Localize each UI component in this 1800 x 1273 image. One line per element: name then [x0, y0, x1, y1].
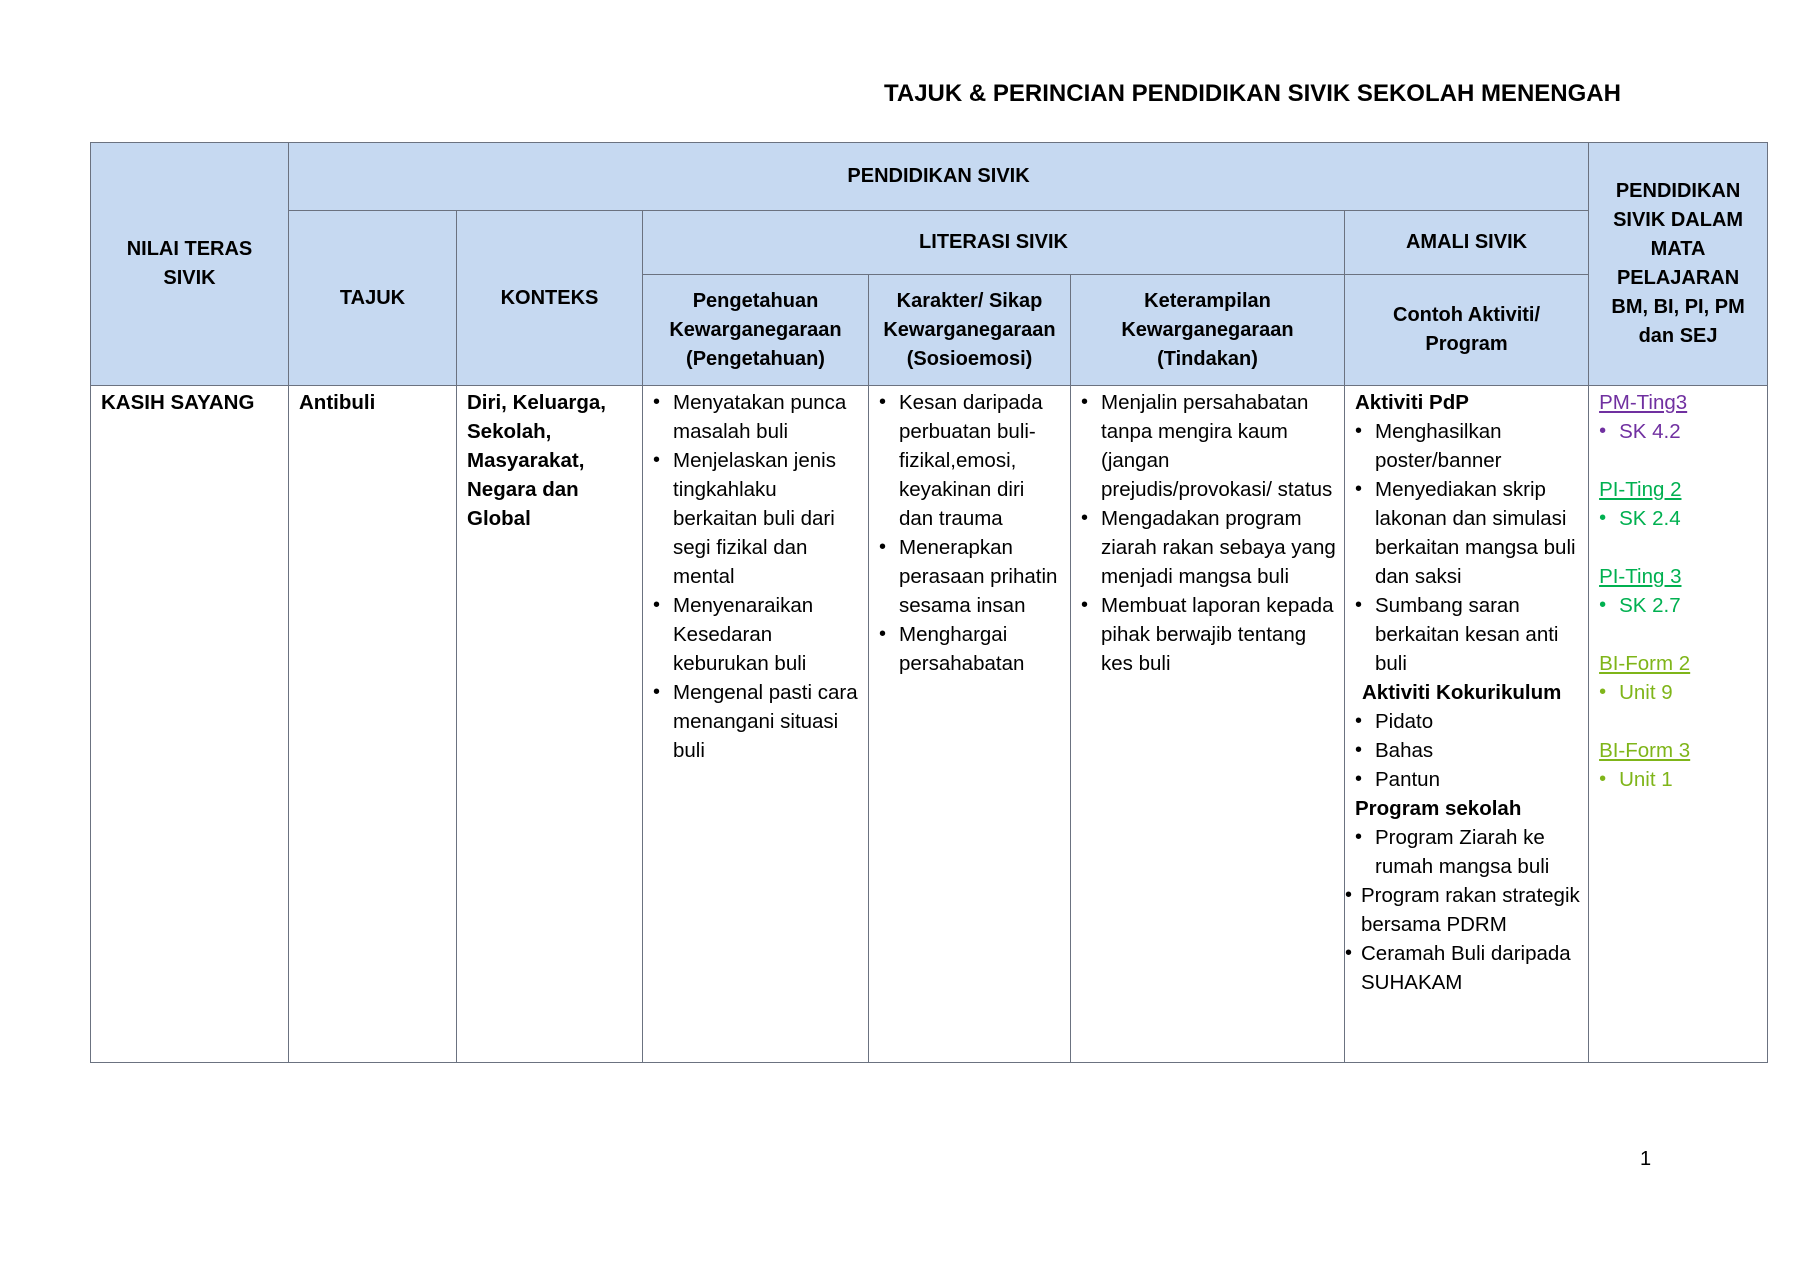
link-bi-form3[interactable]: BI-Form 3 — [1599, 739, 1691, 762]
list-item: • Unit 1 — [1599, 765, 1759, 794]
cell-nilai: KASIH SAYANG — [91, 386, 289, 1063]
list-item: • Menghargai persahabatan — [879, 620, 1062, 678]
list-item: • Menyatakan punca masalah buli — [653, 388, 860, 446]
list-item: • Sumbang saran berkaitan kesan anti buli — [1355, 591, 1584, 678]
list-item: • Unit 9 — [1599, 678, 1759, 707]
list-item: • Ceramah Buli daripada SUHAKAM — [1345, 939, 1584, 997]
list-item: • Mengenal pasti cara menangani situasi buli — [653, 678, 860, 765]
amali-sekolah-title: Program sekolah — [1355, 797, 1522, 820]
list-item: • Menyenaraikan Kesedaran keburukan buli — [653, 591, 860, 678]
page-number: 1 — [1640, 1148, 1652, 1170]
header-contoh-aktiviti: Contoh Aktiviti/ Program — [1345, 275, 1589, 386]
cell-konteks: Diri, Keluarga, Sekolah, Masyarakat, Negara dan Global — [457, 386, 643, 1063]
list-item: • Mengadakan program ziarah rakan sebaya yang menjadi mangsa buli — [1081, 504, 1336, 591]
list-item: • Menerapkan perasaan prihatin sesama insan — [879, 533, 1062, 620]
header-literasi-sivik: LITERASI SIVIK — [643, 211, 1345, 275]
cell-tajuk: Antibuli — [289, 386, 457, 1063]
header-nilai-teras: NILAI TERAS SIVIK — [91, 143, 289, 386]
list-item: • Membuat laporan kepada pihak berwajib tentang kes buli — [1081, 591, 1336, 678]
list-item: • Menjalin persahabatan tanpa mengira kaum (jangan prejudis/provokasi/ status — [1081, 388, 1336, 504]
list-item: • Pidato — [1355, 707, 1584, 736]
header-amali-sivik: AMALI SIVIK — [1345, 211, 1589, 275]
header-dalam-mata-pelajaran: PENDIDIKAN SIVIK DALAM MATA PELAJARAN BM, BI, PI, PM dan SEJ — [1589, 143, 1768, 386]
page-title: TAJUK & PERINCIAN PENDIDIKAN SIVIK SEKOLAH MENENGAH — [884, 80, 1621, 107]
link-bi-form2[interactable]: BI-Form 2 — [1599, 652, 1691, 675]
list-item: • Menyediakan skrip lakonan dan simulasi berkaitan mangsa buli dan saksi — [1355, 475, 1584, 591]
list-item: • SK 2.7 — [1599, 591, 1759, 620]
list-item: • Pantun — [1355, 765, 1584, 794]
header-pendidikan-sivik: PENDIDIKAN SIVIK — [289, 143, 1589, 211]
list-item: • Bahas — [1355, 736, 1584, 765]
list-item: • Kesan daripada perbuatan buli-fizikal,emosi, keyakinan diri dan trauma — [879, 388, 1062, 533]
list-item: • Program Ziarah ke rumah mangsa buli — [1355, 823, 1584, 881]
header-keterampilan: Keterampilan Kewarganegaraan (Tindakan) — [1071, 275, 1345, 386]
header-konteks: KONTEKS — [457, 211, 643, 386]
header-pengetahuan: Pengetahuan Kewarganegaraan (Pengetahuan) — [643, 275, 869, 386]
cell-mata-pelajaran — [1589, 386, 1768, 1063]
link-pi-ting2[interactable]: PI-Ting 2 — [1599, 478, 1682, 501]
list-item: • Menghasilkan poster/banner — [1355, 417, 1584, 475]
amali-koko-title: Aktiviti Kokurikulum — [1362, 681, 1562, 704]
list-item: • Program rakan strategik bersama PDRM — [1345, 881, 1584, 939]
amali-pdp-title: Aktiviti PdP — [1355, 391, 1469, 414]
link-pm-ting3[interactable]: PM-Ting3 — [1599, 391, 1688, 414]
cell-amali — [1345, 386, 1589, 1063]
list-item: • SK 4.2 — [1599, 417, 1759, 446]
header-karakter: Karakter/ Sikap Kewarganegaraan (Sosioemosi) — [869, 275, 1071, 386]
civics-table — [90, 142, 1768, 1063]
header-tajuk: TAJUK — [289, 211, 457, 386]
cell-karakter — [869, 386, 1071, 1063]
link-pi-ting3[interactable]: PI-Ting 3 — [1599, 565, 1682, 588]
cell-keterampilan — [1071, 386, 1345, 1063]
cell-pengetahuan — [643, 386, 869, 1063]
list-item: • SK 2.4 — [1599, 504, 1759, 533]
list-item: • Menjelaskan jenis tingkahlaku berkaitan buli dari segi fizikal dan mental — [653, 446, 860, 591]
